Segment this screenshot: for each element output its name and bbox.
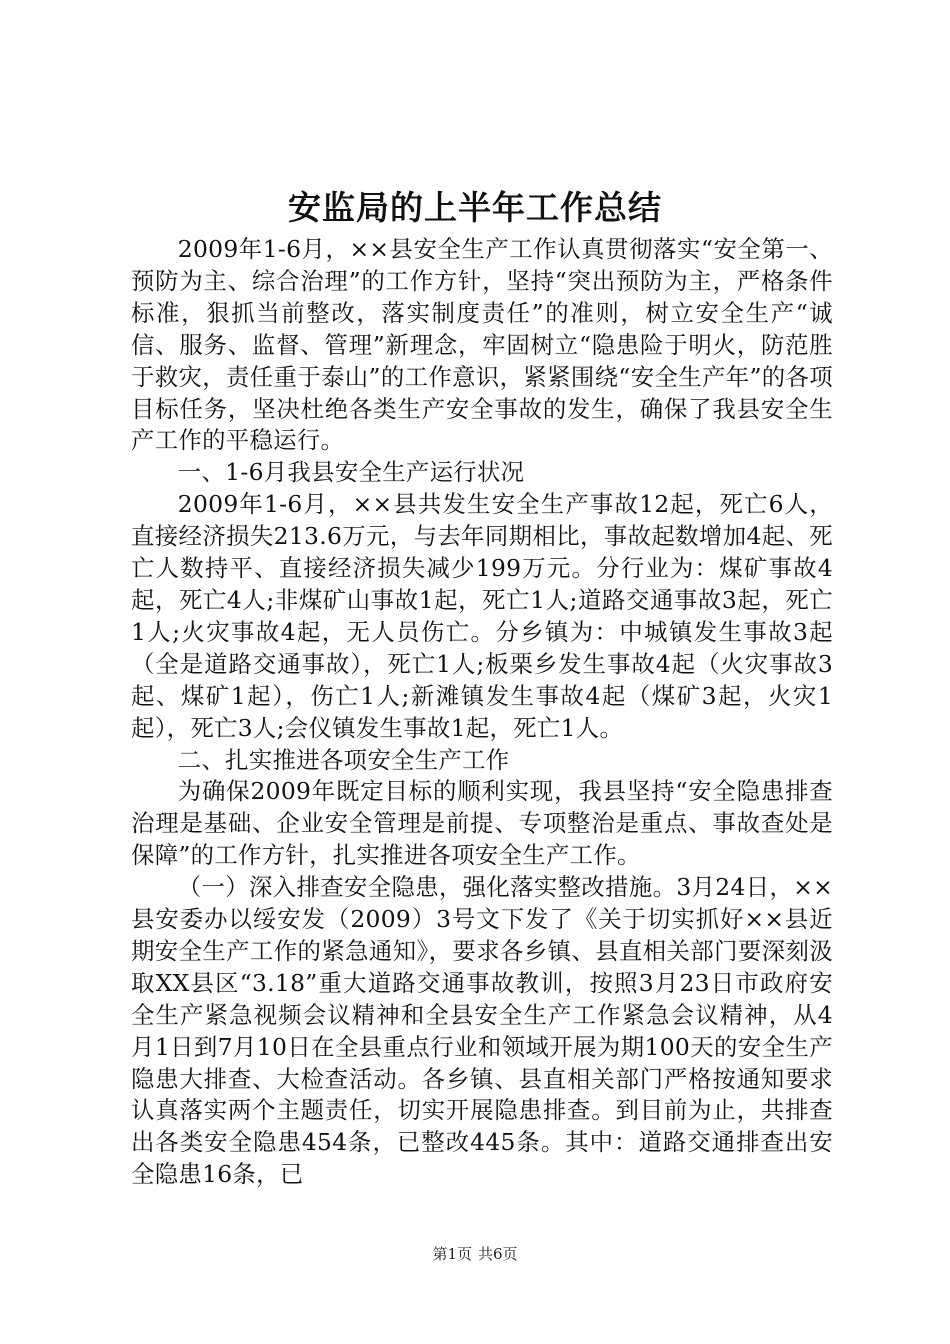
- section-heading-1: 一、1-6月我县安全生产运行状况: [177, 458, 525, 487]
- section-heading-2: 二、扎实推进各项安全生产工作: [177, 745, 510, 774]
- intro-paragraph: 2009年1-6月，××县安全生产工作认真贯彻落实“安全第一、预防为主、综合治理”的工作方针，坚持“突出预防为主，严格条件标准，狠抓当前整改，落实制度责任”的准则，树立安全生产“诚信、服务、监督、管理”新理念，牢固树立“隐患险于明火，防范胜于救灾，责任重于泰山”的工作意识，紧紧围绕“安全生产年”的各项目标任务，坚决杜绝各类生产安全事故的发生，确保了我县安全生产工作的平稳运行。: [131, 235, 833, 455]
- page-number: 第1页: [432, 1245, 472, 1263]
- document-title: 安监局的上半年工作总结: [288, 188, 662, 227]
- page-total: 共6页: [478, 1245, 518, 1263]
- document-body: [131, 234, 833, 1191]
- section-2-paragraph: 为确保2009年既定目标的顺利实现，我县坚持“安全隐患排查治理是基础、企业安全管理是前提、专项整治是重点、事故查处是保障”的工作方针，扎实推进各项安全生产工作。: [131, 777, 833, 870]
- subsection-1-paragraph: （一）深入排查安全隐患，强化落实整改措施。3月24日，××县安委办以绥安发（2009）3号文下发了《关于切实抓好××县近期安全生产工作的紧急通知》，要求各乡镇、县直相关部门要深刻汲取XX县区“3.18”重大道路交通事故教训，按照3月23日市政府安全生产紧急视频会议精神和全县安全生产工作紧急会议精神，从4月1日到7月10日在全县重点行业和领域开展为期100天的安全生产隐患大排查、大检查活动。各乡镇、县直相关部门严格按通知要求认真落实两个主题责任，切实开展隐患排查。到目前为止，共排查出各类安全隐患454条，已整改445条。其中：道路交通排查出安全隐患16条，已: [131, 873, 833, 1189]
- section-1-paragraph: 2009年1-6月，××县共发生安全生产事故12起，死亡6人，直接经济损失213.6万元，与去年同期相比，事故起数增加4起、死亡人数持平、直接经济损失减少199万元。分行业为：煤矿事故4起，死亡4人;非煤矿山事故1起，死亡1人;道路交通事故3起，死亡1人;火灾事故4起，无人员伤亡。分乡镇为：中城镇发生事故3起（全是道路交通事故），死亡1人;板栗乡发生事故4起（火灾事故3起、煤矿1起），伤亡1人;新滩镇发生事故4起（煤矿3起，火灾1起），死亡3人;会仪镇发生事故1起，死亡1人。: [131, 490, 833, 742]
- page-footer: [0, 1244, 950, 1264]
